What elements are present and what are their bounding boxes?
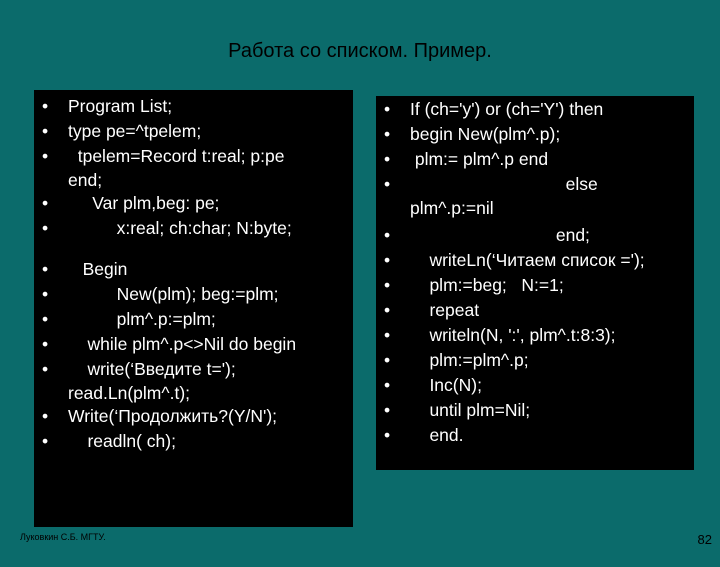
code-line: • Program List; (42, 96, 173, 116)
code-line: • readln( ch); (42, 431, 176, 451)
code-line: • type pe=^tpelem; (42, 121, 202, 141)
code-line: • plm:=plm^.p; (384, 350, 529, 370)
code-line-continuation: read.Ln(plm^.t); (68, 383, 191, 403)
code-line: • else (384, 174, 598, 194)
code-line: • New(plm); beg:=plm; (42, 284, 279, 304)
code-line: • writeLn(‘Читаем список ='); (384, 250, 645, 270)
code-line: • until plm=Nil; (384, 400, 531, 420)
code-line: • Inc(N); (384, 375, 482, 395)
code-line-continuation: end; (68, 170, 103, 190)
code-line: • plm:= plm^.p end (384, 149, 549, 169)
code-line: • plm:=beg; N:=1; (384, 275, 564, 295)
code-line: • repeat (384, 300, 480, 320)
code-line: • writeln(N, ':', plm^.t:8:3); (384, 325, 616, 345)
left-code-list (34, 90, 353, 454)
code-line-continuation: plm^.p:=nil (410, 198, 494, 218)
code-line: • Begin (42, 259, 128, 279)
code-line: • If (ch='y') or (ch='Y') then (384, 99, 604, 119)
code-line: • Var plm,beg: pe; (42, 193, 220, 213)
code-line: • plm^.p:=plm; (42, 309, 216, 329)
code-line: • end; (384, 225, 590, 245)
code-line: • x:real; ch:char; N:byte; (42, 218, 292, 238)
slide-title: Работа со списком. Пример. (228, 40, 492, 62)
code-line: • while plm^.p<>Nil do begin (42, 334, 297, 354)
code-line: • Write(‘Продолжить?(Y/N'); (42, 406, 278, 426)
code-line: • write(‘Введите t='); (42, 359, 241, 379)
footer-author: Луковкин С.Б. МГТУ. (20, 532, 106, 542)
page-number: 82 (697, 532, 712, 547)
code-line: • tpelem=Record t:real; p:pe (42, 146, 285, 166)
code-line: • begin New(plm^.p); (384, 124, 561, 144)
right-code-list (376, 97, 694, 448)
code-line: • end. (384, 425, 464, 445)
